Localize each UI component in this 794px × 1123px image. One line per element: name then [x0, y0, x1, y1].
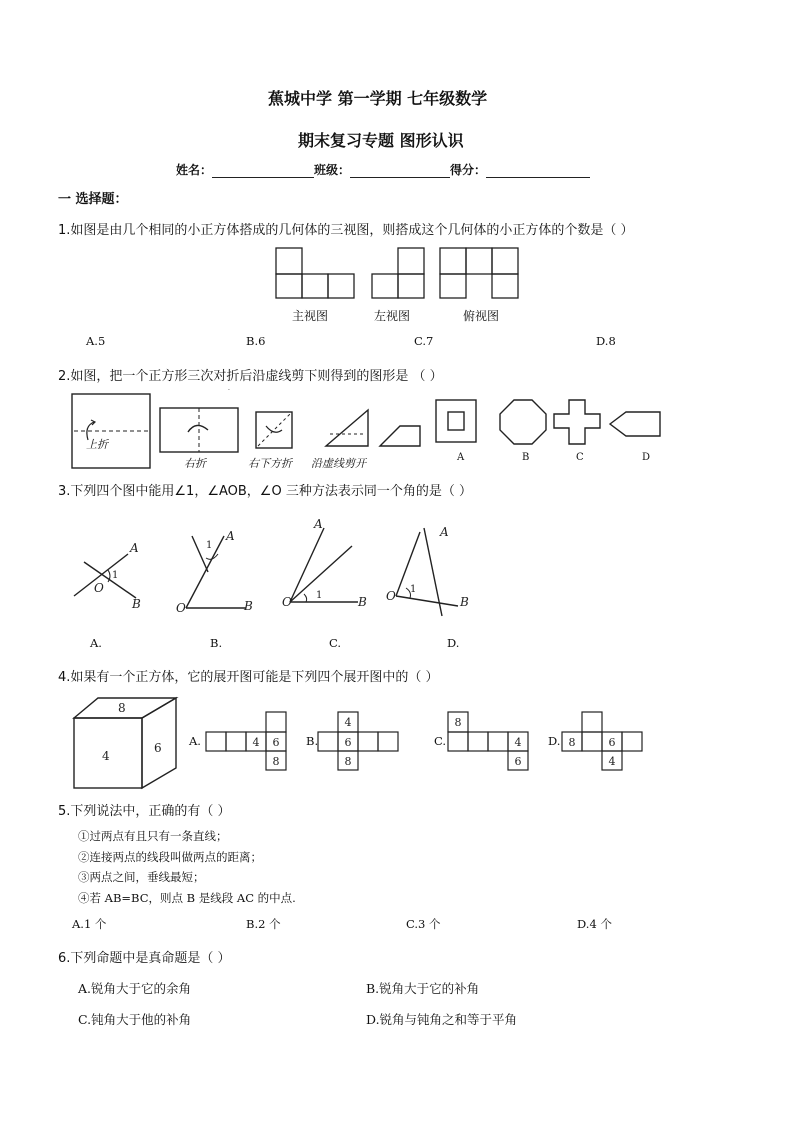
fig-b-label-a: A [226, 529, 235, 543]
question-1: 1.如图是由几个相同的小正方体搭成的几何体的三视图，则搭成这个几何体的小正方体的个数是（ ） [58, 223, 634, 238]
net-c-6: 6 [514, 755, 522, 768]
cut-step: 沿虚线剪开 [311, 457, 366, 470]
q5-option-d[interactable]: D.4 个 [577, 917, 612, 931]
q3-option-c[interactable]: C. [329, 636, 342, 650]
q4-option-d[interactable]: D. [548, 734, 561, 748]
score-label: 得分： [450, 163, 487, 177]
q2-option-a[interactable]: A [457, 452, 465, 463]
class-blank [350, 165, 450, 178]
q5-statement-2: ②连接两点的线段叫做两点的距离； [78, 850, 262, 864]
fig-b-label-o: O [176, 601, 186, 615]
net-b-6: 6 [344, 736, 352, 749]
q5-option-a[interactable]: A.1 个 [72, 917, 107, 931]
question-6: 6.下列命题中是真命题是（ ） [58, 951, 231, 966]
front-view-caption: 主视图 [292, 309, 329, 323]
q5-statement-3: ③两点之间，垂线最短； [78, 870, 205, 884]
fold-step-right: 右折 [184, 457, 206, 470]
q4-option-b[interactable]: B. [306, 734, 319, 748]
angle-figures [66, 514, 486, 622]
net-c-4: 4 [514, 736, 522, 749]
left-view-caption: 左视图 [374, 309, 411, 323]
question-2: 2.如图，把一个正方形三次对折后沿虚线剪下则得到的图形是 （ ） [58, 369, 443, 384]
three-view-figures [270, 244, 530, 304]
dot-mark: . [228, 385, 230, 392]
fig-c-label-a: A [314, 517, 323, 531]
q1-option-c[interactable]: C.7 [414, 334, 434, 348]
q2-option-c[interactable]: C [576, 452, 584, 463]
name-blank [212, 165, 314, 178]
q2-option-d[interactable]: D [642, 452, 651, 463]
section-heading: 一 选择题： [58, 192, 128, 207]
q5-option-c[interactable]: C.3 个 [406, 917, 441, 931]
fig-b-label-1: 1 [206, 540, 213, 551]
q6-option-a[interactable]: A.锐角大于它的余角 [78, 981, 192, 996]
score-blank [486, 165, 590, 178]
fig-d-label-o: O [386, 589, 396, 603]
net-b-4: 4 [344, 716, 352, 729]
net-c-8: 8 [454, 716, 462, 729]
cube-and-nets [70, 694, 650, 794]
student-info-line [176, 161, 590, 178]
net-a-4: 4 [252, 736, 260, 749]
fig-a-label-1: 1 [112, 570, 119, 581]
cube-side-face: 6 [154, 741, 162, 755]
fig-d-label-a: A [440, 525, 449, 539]
q3-option-a[interactable]: A. [90, 636, 102, 650]
net-d-4: 4 [608, 755, 616, 768]
q1-option-b[interactable]: B.6 [246, 334, 266, 348]
cube-front-face: 4 [102, 749, 110, 763]
q3-option-b[interactable]: B. [210, 636, 223, 650]
net-d-8: 8 [568, 736, 576, 749]
q6-option-c[interactable]: C.钝角大于他的补角 [78, 1012, 192, 1027]
q6-option-d[interactable]: D.锐角与钝角之和等于平角 [366, 1012, 518, 1027]
page-subtitle: 期末复习专题 图形认识 [298, 131, 464, 150]
school-title: 蕉城中学 第一学期 七年级数学 [268, 89, 488, 108]
fig-b-label-b: B [244, 599, 253, 613]
q6-option-b[interactable]: B.锐角大于它的补角 [366, 981, 480, 996]
question-4: 4.如果有一个正方体，它的展开图可能是下列四个展开图中的（ ） [58, 670, 439, 685]
fig-d-label-b: B [460, 595, 469, 609]
q3-option-d[interactable]: D. [447, 636, 460, 650]
q5-statement-1: ①过两点有且只有一条直线； [78, 829, 228, 843]
fig-a-label-b: B [132, 597, 141, 611]
q2-option-b[interactable]: B [522, 452, 530, 463]
fig-a-label-o: O [94, 581, 104, 595]
q4-option-a[interactable]: A. [189, 734, 201, 748]
question-3: 3.下列四个图中能用∠1，∠AOB，∠O 三种方法表示同一个角的是（ ） [58, 484, 472, 499]
question-5: 5.下列说法中，正确的有（ ） [58, 804, 231, 819]
class-label: 班级： [314, 163, 351, 177]
q5-statement-4: ④若 AB=BC，则点 B 是线段 AC 的中点. [78, 891, 296, 905]
top-view-caption: 俯视图 [463, 309, 500, 323]
q1-option-a[interactable]: A.5 [86, 334, 106, 348]
q4-option-c[interactable]: C. [434, 734, 447, 748]
net-d-6: 6 [608, 736, 616, 749]
q1-option-d[interactable]: D.8 [596, 334, 616, 348]
q5-option-b[interactable]: B.2 个 [246, 917, 281, 931]
net-a-6: 6 [272, 736, 280, 749]
fig-c-label-o: O [282, 595, 292, 609]
fold-step-lower-right: 右下方折 [248, 457, 292, 470]
fig-a-label-a: A [130, 541, 139, 555]
fold-step-up: 上折 [86, 438, 108, 451]
cube-top-face: 8 [118, 701, 126, 715]
name-label: 姓名： [176, 163, 213, 177]
fig-d-label-1: 1 [410, 584, 417, 595]
net-b-8: 8 [344, 755, 352, 768]
fig-c-label-1: 1 [316, 590, 323, 601]
fig-c-label-b: B [358, 595, 367, 609]
net-a-8: 8 [272, 755, 280, 768]
